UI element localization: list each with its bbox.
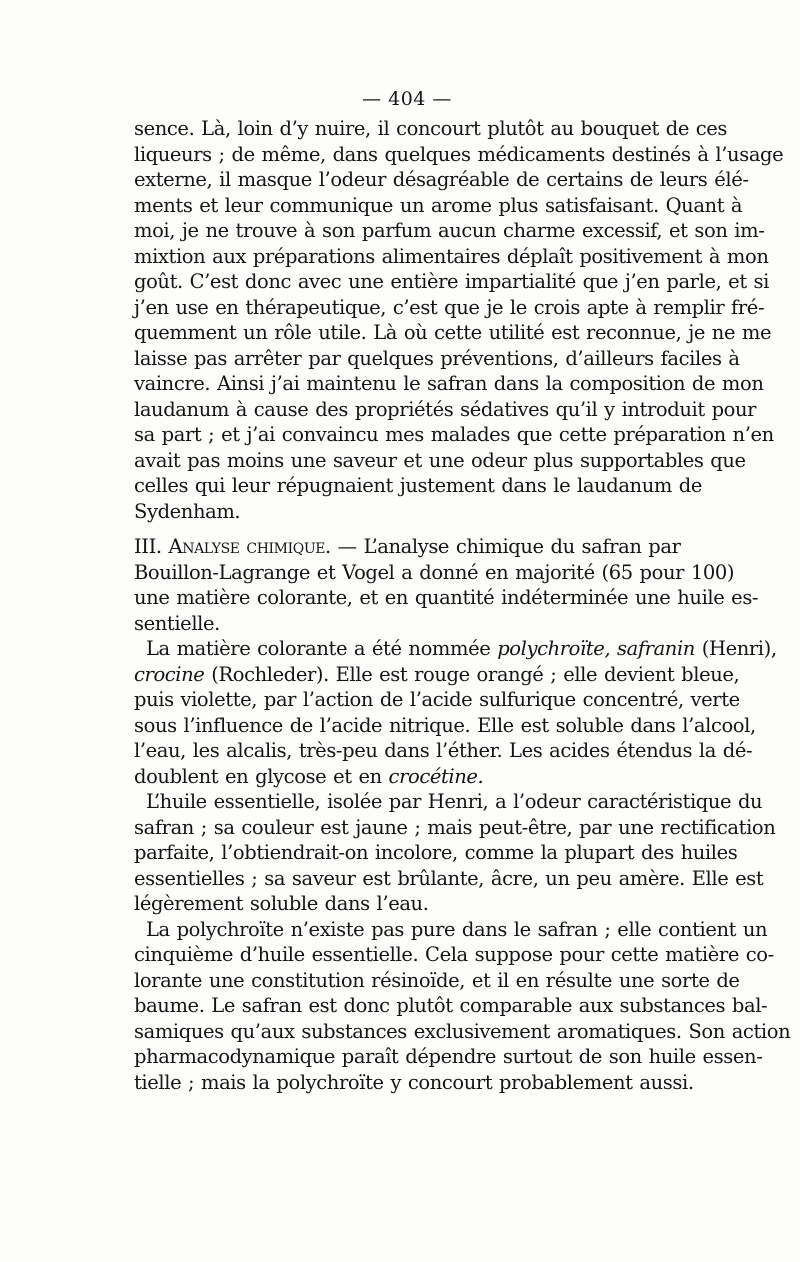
italic-term: polychroïte, safranin (497, 637, 695, 660)
text-line: sous l’influence de l’acide nitrique. Elle est soluble dans l’alcool, (134, 713, 756, 737)
section-chemical-analysis (134, 534, 759, 636)
text-line: l’eau, les alcalis, très-peu dans l’éther. Les acides étendus la dé- (134, 739, 753, 762)
text-line (134, 662, 740, 688)
italic-term: crocétine. (388, 764, 484, 788)
text-line: vaincre. Ainsi j’ai maintenu le safran dans la composition de mon (134, 372, 764, 395)
text-line: safran ; sa couleur est jaune ; mais peut-être, par une rectification (134, 815, 776, 839)
section-title: Analyse chimique. (168, 535, 331, 558)
section-first-line-text: L’analyse chimique du safran par (363, 535, 681, 558)
text-line: quemment un rôle utile. Là où cette utilité est reconnue, je ne me (134, 321, 772, 344)
text-line: goût. C’est donc avec une entière impartialité que j’en parle, et si (134, 270, 769, 293)
text-line: mixtion aux préparations alimentaires déplaît positivement à mon (134, 244, 769, 268)
text-line: liqueurs ; de même, dans quelques médicaments destinés à l’usage (134, 142, 784, 166)
text-line: ments et leur communique un arome plus satisfaisant. Quant à (134, 193, 743, 217)
italic-term: crocine (134, 662, 205, 686)
text-line: sence. Là, loin d’y nuire, il concourt plutôt au bouquet de ces (134, 117, 728, 140)
paragraph-coloring-matter (134, 636, 777, 789)
text-line: baume. Le safran est donc plutôt comparable aux substances bal- (134, 994, 768, 1017)
text-line: celles qui leur répugnaient justement dans le laudanum de (134, 474, 702, 497)
paragraph-essential-oil (134, 789, 776, 917)
text-line: moi, je ne trouve à son parfum aucun charme excessif, et son im- (134, 219, 765, 242)
page-text (134, 88, 791, 1095)
text-line: Sydenham. (134, 499, 241, 523)
text-line: puis violette, par l’action de l’acide sulfurique concentré, verte (134, 688, 740, 711)
paragraph-saffron-use (134, 116, 784, 524)
text-line: sa part ; et j’ai convaincu mes malades que cette préparation n’en (134, 423, 774, 446)
text-line: essentielles ; sa saveur est brûlante, âcre, un peu amère. Elle est (134, 866, 764, 890)
text-line: L’huile essentielle, isolée par Henri, a l’odeur caractéristique du (146, 790, 763, 813)
text-line (134, 764, 680, 790)
text-run: doublent en glycose et en (134, 764, 389, 788)
section-gap (134, 524, 680, 534)
section-heading-line (134, 534, 680, 560)
text-line: avait pas moins une saveur et une odeur plus supportables que (134, 448, 746, 472)
section-dash: — (337, 535, 357, 558)
text-line: sentielle. (134, 611, 220, 635)
text-line: samiques qu’aux substances exclusivement aromatiques. Son action (134, 1019, 791, 1043)
text-run: La matière colorante a été nommée (146, 637, 498, 660)
text-line: Bouillon-Lagrange et Vogel a donné en majorité (65 pour 100) (134, 560, 735, 584)
text-line: pharmacodynamique paraît dépendre surtout de son huile essen- (134, 1045, 763, 1068)
text-line: cinquième d’huile essentielle. Cela suppose pour cette matière co- (134, 943, 774, 966)
text-line: lorante une constitution résinoïde, et il en résulte une sorte de (134, 968, 740, 992)
text-line: légèrement soluble dans l’eau. (134, 892, 429, 915)
text-line: externe, il masque l’odeur désagréable de certains de leurs élé- (134, 168, 749, 191)
text-line (134, 636, 777, 662)
text-run: (Rochleder). Elle est rouge orangé ; elle devient bleue, (204, 662, 740, 686)
text-line: parfaite, l’obtiendrait-on incolore, comme la plupart des huiles (134, 841, 738, 864)
paragraph-polychroite (134, 917, 791, 1096)
text-line: laisse pas arrêter par quelques préventions, d’ailleurs faciles à (134, 346, 740, 370)
text-line: La polychroïte n’existe pas pure dans le safran ; elle contient un (146, 917, 768, 941)
text-run: (Henri), (694, 637, 777, 660)
text-line: laudanum à cause des propriétés sédatives qu’il y introduit pour (134, 397, 757, 421)
text-line: tielle ; mais la polychroïte y concourt probablement aussi. (134, 1070, 694, 1094)
section-numeral: III. (134, 535, 162, 558)
text-line: une matière colorante, et en quantité indéterminée une huile es- (134, 586, 759, 609)
page-number: — 404 — (362, 88, 452, 110)
text-line: j’en use en thérapeutique, c’est que je le crois apte à remplir fré- (134, 295, 765, 319)
